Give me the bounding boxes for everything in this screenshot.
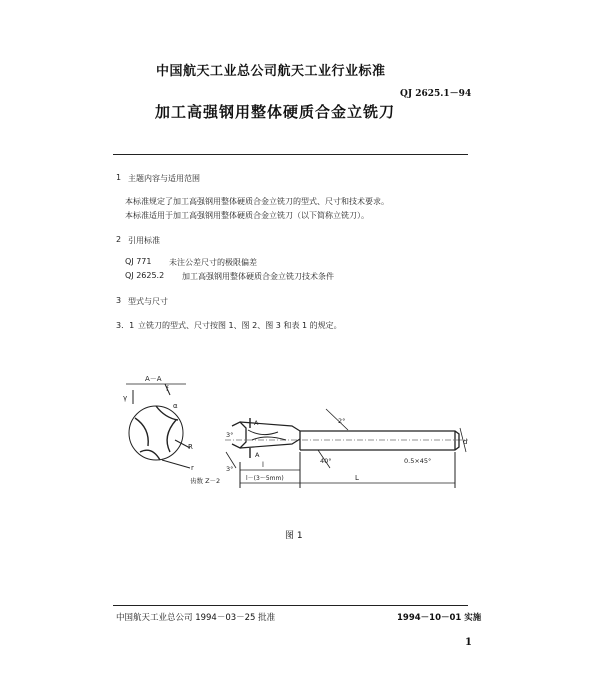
label-f: f — [166, 385, 169, 393]
figure-caption: 图 1 — [285, 531, 303, 541]
standard-code: QJ 2625.1－94 — [400, 89, 472, 99]
label-alpha: α — [173, 402, 178, 410]
label-R: R — [188, 443, 193, 451]
label-l-range: l－(3～5mm) — [246, 475, 284, 482]
page-number: 1 — [465, 637, 472, 648]
label-d: d — [463, 438, 468, 446]
label-2deg: 2° — [338, 417, 346, 425]
label-A-bottom: A — [255, 451, 260, 459]
section-1-number: 1 — [116, 173, 122, 182]
tool-shank — [300, 431, 459, 450]
tool-end-profile — [232, 422, 246, 448]
reference-1-code: QJ 771 — [125, 257, 152, 266]
label-A-top: A — [254, 419, 259, 427]
cross-section-circle — [129, 406, 183, 460]
subsection-3-1-number: 3．1 — [116, 321, 135, 330]
label-r: r — [191, 464, 194, 472]
cross-section-flutes — [135, 406, 178, 460]
section-3-number: 3 — [116, 296, 122, 305]
label-tooth-count: 齿数 Z－2 — [190, 477, 221, 485]
tool-flute-outline — [240, 422, 300, 448]
effective-date: 1994－10－01 实施 — [397, 613, 482, 623]
subsection-3-1-text: 立铣刀的型式、尺寸按图 1、图 2、图 3 和表 1 的规定。 — [138, 321, 342, 330]
label-3deg-top: 3° — [226, 431, 234, 439]
section-label-a-a: A－A — [145, 375, 162, 383]
section-2-number: 2 — [116, 235, 122, 244]
label-gamma: γ — [123, 394, 128, 402]
label-3deg-bottom: 3° — [226, 465, 234, 473]
label-chamfer: 0.5×45° — [404, 457, 432, 465]
section-1-paragraph-1: 本标准规定了加工高强钢用整体硬质合金立铣刀的型式、尺寸和技术要求。 — [125, 197, 389, 206]
reference-1-title: 未注公差尺寸的极限偏差 — [169, 258, 257, 267]
issuing-organization: 中国航天工业总公司航天工业行业标准 — [156, 64, 386, 79]
section-3-heading: 型式与尺寸 — [128, 297, 168, 306]
label-40deg: 40° — [320, 457, 332, 465]
section-1-heading: 主题内容与适用范围 — [128, 174, 200, 183]
section-2-heading: 引用标准 — [128, 236, 160, 245]
label-L: L — [355, 474, 359, 482]
reference-2-code: QJ 2625.2 — [125, 271, 165, 280]
approval-date: 中国航天工业总公司 1994－03－25 批准 — [116, 613, 276, 623]
header-rule — [113, 154, 468, 155]
document-title: 加工高强钢用整体硬质合金立铣刀 — [155, 103, 396, 121]
reference-2-title: 加工高强钢用整体硬质合金立铣刀技术条件 — [182, 272, 334, 281]
footer-rule — [113, 605, 468, 606]
section-1-paragraph-2: 本标准适用于加工高强钢用整体硬质合金立铣刀（以下简称立铣刀）。 — [125, 211, 369, 220]
label-l: l — [262, 461, 264, 469]
